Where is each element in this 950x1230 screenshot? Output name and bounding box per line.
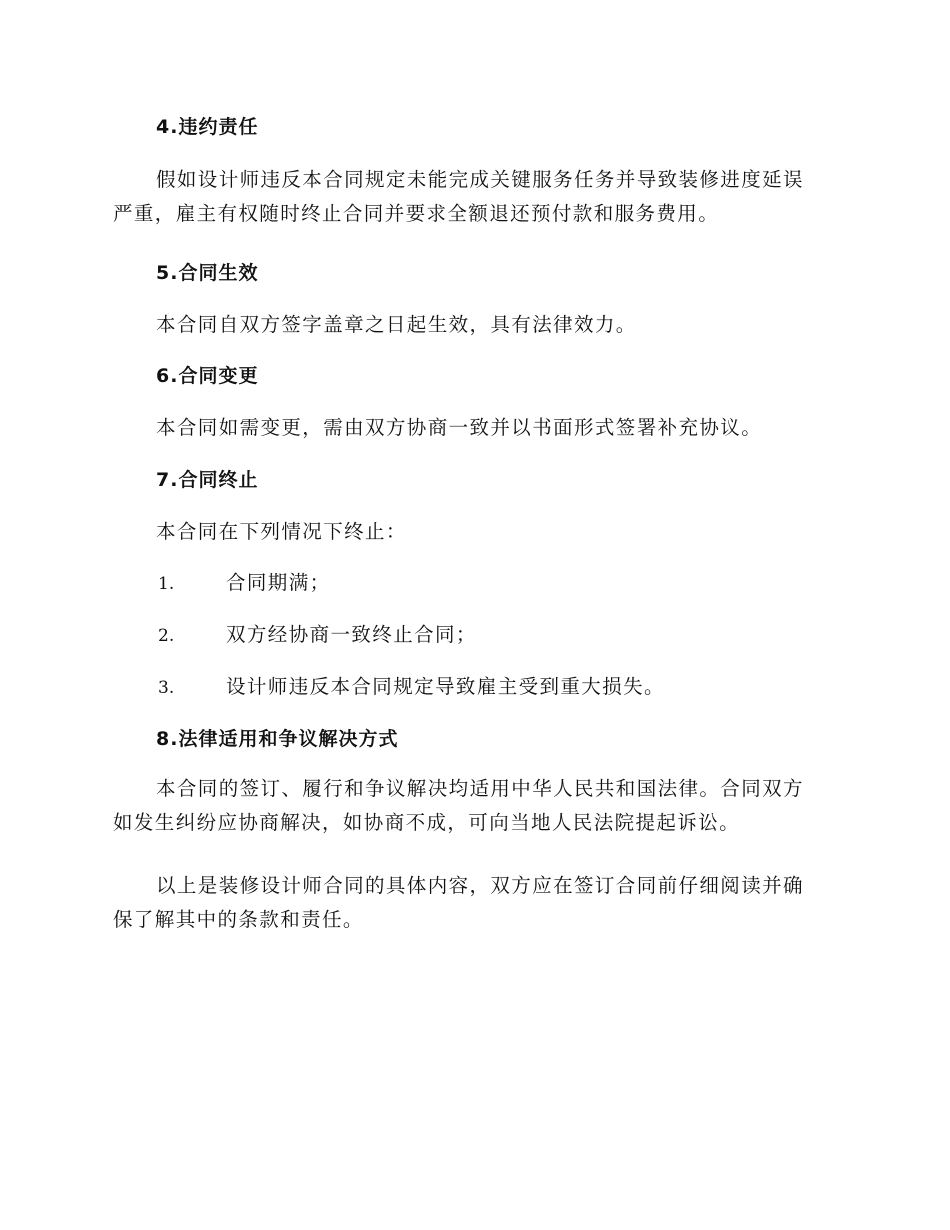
section-paragraph-contract-effective [113,308,833,342]
paragraph-line: 保了解其中的条款和责任。 [113,908,364,931]
section-paragraph-breach-liability [113,163,833,231]
closing-paragraph [113,869,833,937]
list-item-text: 设计师违反本合同规定导致雇主受到重大损失。 [226,675,665,698]
list-item-number: 2. [158,626,175,646]
list-item-number: 3. [158,678,175,698]
section-paragraph-governing-law [113,772,833,840]
section-paragraph-termination-intro [113,515,833,549]
list-item-text: 双方经协商一致终止合同； [226,623,477,646]
paragraph-line: 本合同在下列情况下终止： [156,520,407,543]
section-heading-breach-liability: 4.违约责任 [156,116,259,138]
paragraph-line: 本合同自双方签字盖章之日起生效，具有法律效力。 [156,313,637,336]
section-heading-governing-law: 8.法律适用和争议解决方式 [156,728,399,750]
paragraph-line: 如发生纠纷应协商解决，如协商不成，可向当地人民法院提起诉讼。 [113,811,741,834]
section-heading-contract-termination: 7.合同终止 [156,469,259,491]
paragraph-line: 假如设计师违反本合同规定未能完成关键服务任务并导致装修进度延误 [156,168,804,191]
list-item-text: 合同期满； [226,571,331,594]
section-heading-contract-effective: 5.合同生效 [156,262,259,284]
section-paragraph-contract-change [113,411,833,445]
section-heading-contract-change: 6.合同变更 [156,365,259,387]
paragraph-line: 以上是装修设计师合同的具体内容，双方应在签订合同前仔细阅读并确 [156,874,804,897]
list-item-number: 1. [158,574,175,594]
paragraph-line: 本合同如需变更，需由双方协商一致并以书面形式签署补充协议。 [156,416,763,439]
paragraph-line: 严重，雇主有权随时终止合同并要求全额退还预付款和服务费用。 [113,202,720,225]
paragraph-line: 本合同的签订、履行和争议解决均适用中华人民共和国法律。合同双方 [156,777,804,800]
